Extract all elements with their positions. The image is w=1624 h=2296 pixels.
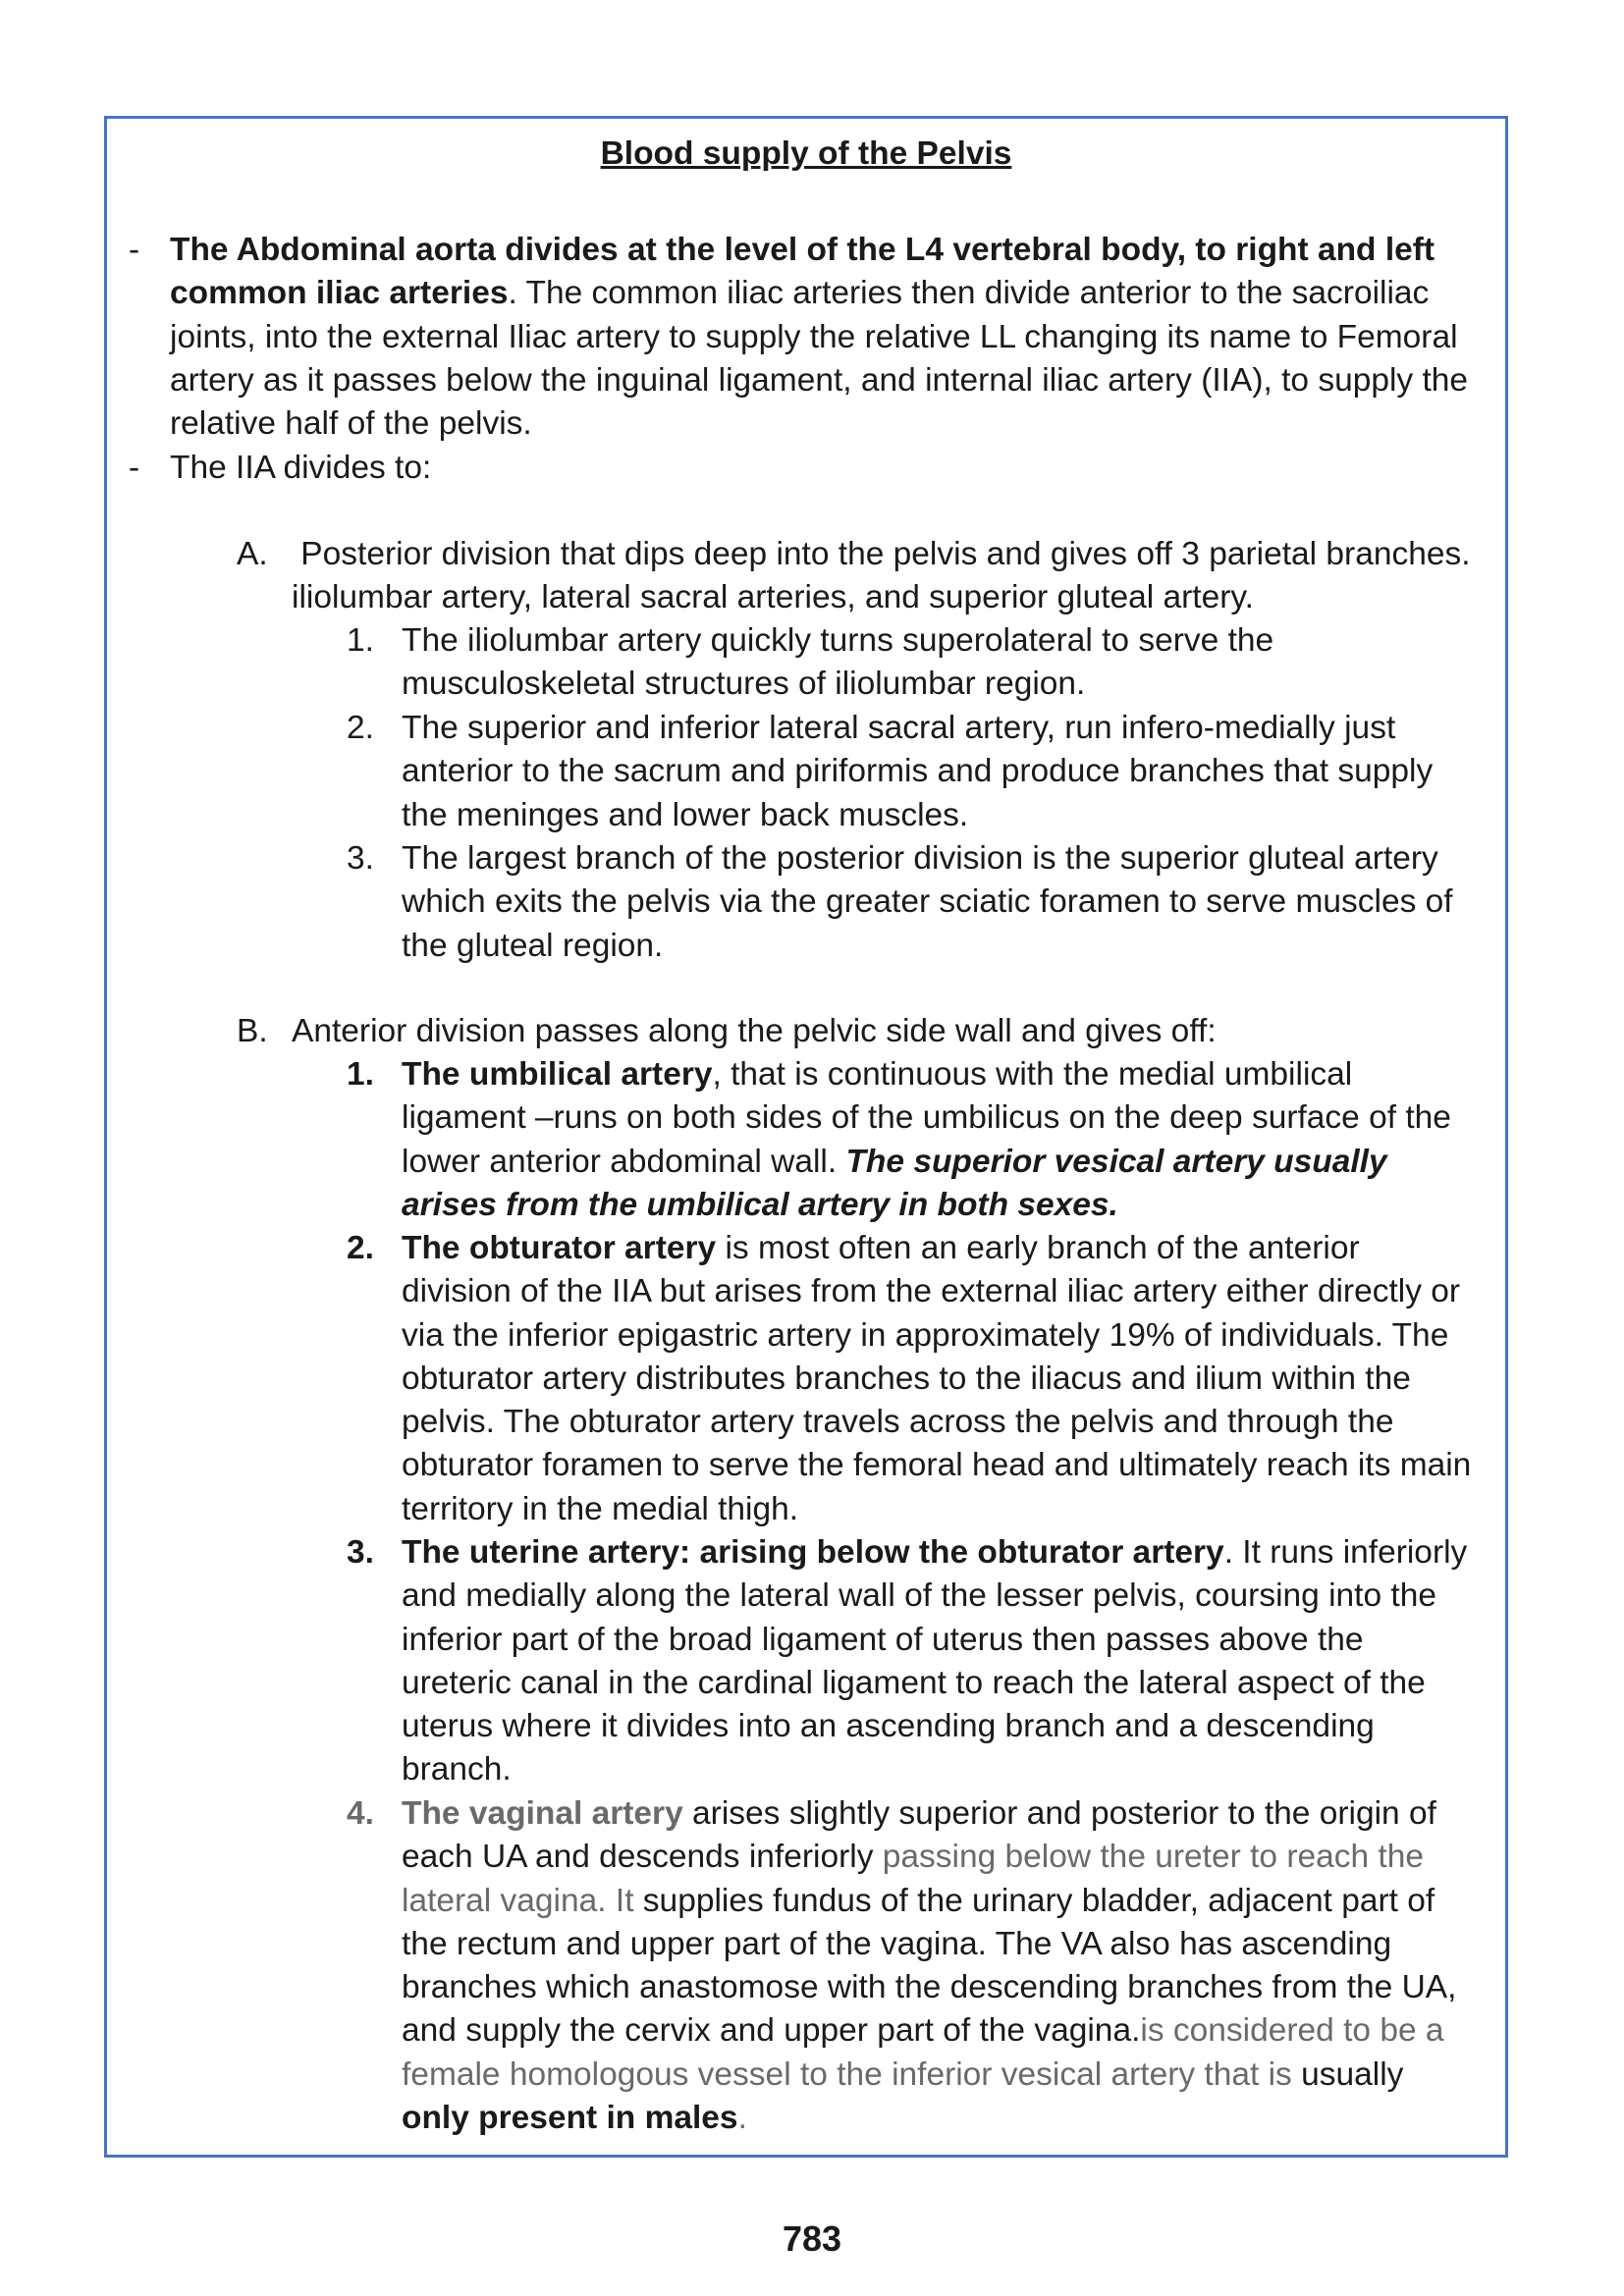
intro-bold-text: The Abdominal aorta divides at the level of the L4 vertebral body, to right and left common iliac arteries <box>170 232 1435 312</box>
intro-rest-text: . The common iliac arteries then divide anterior to the sacroiliac joints, into the external Iliac artery to supply the relative LL changing its name to Femoral artery as it passes below the inguinal ligament, and internal iliac artery (IIA), to supply the relative half of the pelvis. <box>170 275 1469 443</box>
bullet-dash: - <box>129 232 140 268</box>
list-item-number: 3. <box>347 1534 374 1571</box>
list-item-text: The largest branch of the posterior division is the superior gluteal artery which exits the pelvis via the greater sciatic foramen to serve muscles of the gluteal region. <box>402 840 1453 964</box>
obturator-artery-text: is most often an early branch of the anterior division of the IIA but arises from the external iliac artery either directly or via the inferior epigastric artery in approximately 19% of individuals. The obturator artery distributes branches to the iliacus and ilium within the pelvis. The obturator artery travels across the pelvis and through the obturator foramen to serve the femoral head and ultimately reach its main territory in the medial thigh. <box>402 1230 1472 1527</box>
vaginal-artery-grey-2: is considered to be a female homologous vessel to the inferior vesical artery that is <box>402 2012 1444 2093</box>
section-a-line-1: Posterior division that dips deep into the pelvis and gives off 3 parietal branches. <box>292 536 1471 572</box>
list-item-number: 2. <box>347 1230 374 1266</box>
list-item-text <box>402 1531 1472 1792</box>
list-item-number: 4. <box>347 1795 374 1832</box>
page-number: 783 <box>782 2218 842 2259</box>
list-item-text: The iliolumbar artery quickly turns superolateral to serve the musculoskeletal structures of iliolumbar region. <box>402 622 1274 703</box>
vaginal-artery-term: The vaginal artery <box>402 1795 683 1832</box>
list-item-text <box>402 1053 1472 1227</box>
list-item-text <box>402 1792 1472 2140</box>
section-a-letter: A. <box>237 536 268 572</box>
section-b-letter: B. <box>237 1013 268 1049</box>
vaginal-artery-bold-end: only present in males <box>402 2100 738 2137</box>
vaginal-artery-text-3: usually <box>1291 2056 1404 2093</box>
umbilical-artery-term: The umbilical artery <box>402 1056 713 1093</box>
vaginal-artery-text-2: supplies fundus of the urinary bladder, adjacent part of the rectum and upper part of the vagina. The VA also has ascending branches which anastomose with the descending branches from the UA, and supply the cervix and upper part of the vagina. <box>402 1882 1457 2050</box>
content-frame <box>104 116 1508 2158</box>
list-item-text: The superior and inferior lateral sacral artery, run infero-medially just anterior to the sacrum and piriformis and produce branches that supply the meninges and lower back muscles. <box>402 710 1434 833</box>
vaginal-artery-grey-1: passing below the ureter to reach the lateral vagina. It <box>402 1839 1424 1919</box>
vaginal-artery-end: . <box>737 2100 747 2137</box>
section-b-heading: Anterior division passes along the pelvic side wall and gives off: <box>292 1013 1217 1049</box>
document-body <box>107 119 1505 2155</box>
intro-paragraph-2: The IIA divides to: <box>170 450 432 486</box>
list-item-number: 1. <box>347 1056 374 1093</box>
intro-paragraph-1 <box>170 229 1486 446</box>
page-title: Blood supply of the Pelvis <box>600 135 1012 172</box>
vaginal-artery-text-1: arises slightly superior and posterior to the origin of each UA and descends inferiorly <box>402 1795 1436 1876</box>
list-item-number: 3. <box>347 840 374 877</box>
section-a-line-2: iliolumbar artery, lateral sacral arteries, and superior gluteal artery. <box>292 579 1254 615</box>
list-item-text <box>402 1227 1472 1531</box>
uterine-artery-term: The uterine artery: arising below the obturator artery <box>402 1534 1224 1571</box>
section-a-heading <box>292 533 1529 576</box>
list-item-number: 2. <box>347 710 374 746</box>
list-item-number: 1. <box>347 622 374 659</box>
bullet-dash: - <box>129 450 140 486</box>
obturator-artery-term: The obturator artery <box>402 1230 717 1266</box>
uterine-artery-text: . It runs inferiorly and medially along the lateral wall of the lesser pelvis, coursing into the inferior part of the broad ligament of uterus then passes above the ureteric canal in the cardinal ligament to reach the lateral aspect of the uterus where it divides into an ascending branch and a descending branch. <box>402 1534 1468 1789</box>
umbilical-artery-text: , that is continuous with the medial umbilical ligament –runs on both sides of the umbilicus on the deep surface of the lower anterior abdominal wall. <box>402 1056 1451 1180</box>
superior-vesical-note: The superior vesical artery usually arises from the umbilical artery in both sexes. <box>402 1143 1387 1223</box>
